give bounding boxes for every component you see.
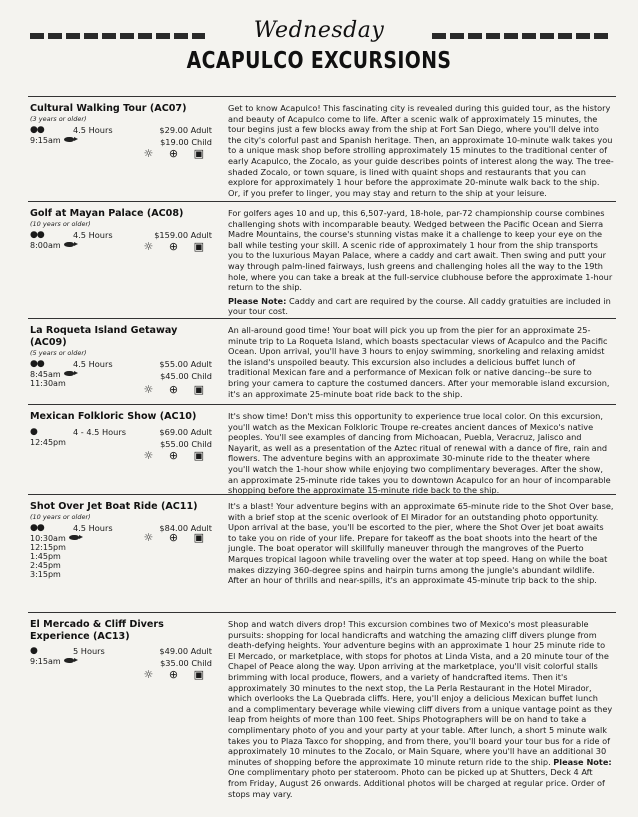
tour-name: El Mercado & Cliff Divers Experience (AC13): [30, 619, 164, 642]
price-adult: $159.00 Adult: [154, 230, 212, 240]
tour-name: Shot Over Jet Boat Ride (AC11): [30, 501, 198, 512]
tour-description: It's show time! Don't miss this opportunity to experience true local color. On this excursion, you'll watch as the Mexican Folkloric Troupe re-creates ancient dances of Mexico's native peoples. You'll see examples of dancing from Michoacan, Puebla, Veracruz, Jalisco and Nayarit, as well as a presentation of the Aztec ritual of renewal with a dance of fire, rain and flowers. The adventure begins with an approximate 30-minute ride to the theater where you'll watch the 1-hour show while enjoying two complimentary beverages. After the show, an approximate 25-minute ride takes you to downtown Acapulco for an hour of incomparable shopping before the approximate 15-minute ride back to the ship.: [228, 411, 611, 496]
amenity-icons: ☼ ⊕ ▣: [143, 449, 210, 462]
tour-time: 2:45pm: [30, 561, 61, 570]
activity-level-icon: ●: [30, 427, 37, 437]
price-child: $19.00 Child: [160, 137, 212, 147]
price-child: $45.00 Child: [160, 371, 212, 381]
page-title: ACAPULCO EXCURSIONS: [186, 48, 452, 74]
tour-time: 11:30am: [30, 379, 66, 388]
tour-info: [30, 325, 212, 396]
price-child: $35.00 Child: [160, 658, 212, 668]
tour-name: Golf at Mayan Palace (AC08): [30, 208, 184, 219]
tour-time: 8:00am: [30, 241, 61, 250]
amenity-icons: ☼ ⊕ ▣: [143, 383, 210, 396]
tour-time: 1:45pm: [30, 552, 61, 561]
activity-level-icon: ●: [30, 646, 37, 656]
fish-icon: [64, 371, 74, 376]
tour-description: For golfers ages 10 and up, this 6,507-yard, 18-hole, par-72 championship course combines challenging shots with incomparable beauty. Wedged between the Pacific Ocean and Sierra Madre Mountains, the course's stunning vistas make it a challenge to keep your eye on the ball while testing your skill. A scenic ride of approximately 1 hour from the ship transports you to the luxurious Mayan Palace, where a caddy and cart await. Then swing and putt your way through palm-lined fairways, lush greens and challenging holes all the way to the 19th hole, where you can take a break at the full-service clubhouse before the approximate 1-hour return to the ship. Please Note: Caddy and cart are required by the course. All caddy gratuities are included in your tour cost.: [228, 208, 613, 317]
fish-icon: [64, 137, 74, 142]
tour-info: [30, 208, 212, 253]
tour-age: (5 years or older): [30, 349, 87, 357]
tour-duration: 4.5 Hours: [73, 230, 113, 240]
tour-time: 8:45am: [30, 370, 61, 379]
tour-shot-over-jet-boat: [28, 494, 616, 607]
fish-icon: [64, 242, 74, 247]
tour-time: 12:45pm: [30, 438, 66, 447]
note-text: One complimentary photo per stateroom. Photo can be picked up at Shutters, Deck 4 Aft from Friday, August 26 onwards. Additional photos will be charged at regular price. Order of stops may vary.: [228, 767, 605, 799]
tour-info: [30, 501, 212, 582]
fish-icon: [64, 658, 74, 663]
activity-level-icon: ●●: [30, 523, 44, 533]
activity-level-icon: ●●: [30, 359, 44, 369]
price-adult: $49.00 Adult: [159, 646, 212, 656]
amenity-icons: ☼ ⊕ ▣: [143, 240, 210, 253]
tour-cultural-walking: [28, 96, 616, 196]
tour-name: Mexican Folkloric Show (AC10): [30, 411, 197, 422]
tour-duration: 4.5 Hours: [73, 359, 113, 369]
tour-folkloric-show: [28, 404, 616, 494]
tour-description: Get to know Acapulco! This fascinating city is revealed during this guided tour, as the history and beauty of Acapulco come to life. After a scenic walk of approximately 15 minutes, the tour begins just a few blocks away from the ship at Fort San Diego, where you'll delve into the city's colorful past and Spanish heritage. Then, an approximate 10-minute walk takes you to a unique mask shop before strolling approximately 15 minutes to the traditional center of early Acapulco, the Zocalo, as your guide describes points of interest along the way. The tree-shaded Zocalo, or town square, is lined with quaint shops and restaurants that you can explore for approximately 1 hour before the approximate 20-minute walk back to the ship. Or, if you prefer to linger, you may stay and return to the ship at your leisure.: [228, 103, 614, 198]
amenity-icons: ☼ ⊕ ▣: [143, 147, 210, 160]
tour-la-roqueta: [28, 318, 616, 403]
price-adult: $84.00 Adult: [159, 523, 212, 533]
note-label: Please Note:: [228, 295, 287, 306]
tour-duration: 4.5 Hours: [73, 523, 113, 533]
price-adult: $69.00 Adult: [159, 427, 212, 437]
amenity-icons: ☼ ⊕ ▣: [143, 668, 210, 681]
tour-description: An all-around good time! Your boat will pick you up from the pier for an approximate 25-minute trip to La Roqueta Island, which boasts spectacular views of Acapulco and the Pacific Ocean. Upon arrival, you'll have 3 hours to enjoy swimming, snorkeling and relaxing amidst the island's unspoiled beauty. This excursion also includes a delicious buffet lunch of traditional Mexican fare and a performance of Mexican folk or native dancing--be sure to bring your camera to capture the costumed dancers. After your memorable island excursion, it's an approximate 25-minute boat ride back to the ship.: [228, 325, 610, 399]
activity-level-icon: ●●: [30, 125, 44, 135]
tour-time: 3:15pm: [30, 570, 61, 579]
tour-time: 9:15am: [30, 657, 61, 666]
tour-info: [30, 103, 212, 160]
note-text: Caddy and cart are required by the course. All caddy gratuities are included in your tour cost.: [228, 295, 611, 317]
tour-time: 10:30am: [30, 534, 66, 543]
tour-el-mercado-cliff-divers: [28, 612, 616, 813]
price-adult: $55.00 Adult: [159, 359, 212, 369]
fish-icon: [69, 535, 79, 540]
tour-golf-mayan-palace: [28, 201, 616, 315]
day-title: Wednesday: [253, 18, 385, 43]
amenity-icons: ☼ ⊕ ▣: [143, 531, 210, 544]
tour-description: It's a blast! Your adventure begins with an approximate 65-minute ride to the Shot Over base, with a brief stop at the scenic overlook of El Mirador for an outstanding photo opportunity. Upon arrival at the base, you'll be escorted to the pier, where the Shot Over jet boat awaits to take you on ride of your life. Prepare for takeoff as the boat shoots into the heart of the jungle. The boat operator will skillfully maneuver through the mangroves of the Puerto Marques tropical lagoon while traveling over the water at top speed. Hang on while the boat makes dizzying 360-degree spins and hairpin turns among the jungle's abundant wildlife. After an hour of thrills and near-spills, it's an approximate 45-minute trip back to the ship.: [228, 501, 614, 586]
price-adult: $29.00 Adult: [159, 125, 212, 135]
tour-info: [30, 411, 212, 462]
tour-description: Shop and watch divers drop! This excursion combines two of Mexico's most pleasurable pursuits: shopping for local handicrafts and watching the amazing cliff divers plunge from death-defying heights. Your adventure begins with an approximate 1 hour 25 minute ride to El Mercado, or marketplace, with stops for photos at Linda Vista, and a 20 minute tour of the Chapel of Peace along the way. Upon arriving at the marketplace, you'll visit colorful stalls brimming with local produce, flowers, and a variety of handcrafted items. Then it's approximately 30 minutes to the next stop, the La Perla Restaurant in the Hotel Mirador, which overlooks the La Quebrada cliffs. Here, you'll enjoy a delicious Mexican buffet lunch and a complimentary beverage while viewing cliff divers from a unique vantage point as they leap from heights of more than 100 feet. Ships Photographers will be on hand to take a complimentary photo of you and your party at your table. After lunch, a short 5 minute walk takes you to Plaza Taxco for shopping, and from there, you'll board your tour bus for a ride of approximately 10 minutes to the Zocalo, or Main Square, where you'll have an additional 30 minutes of shopping before the approximate 10 minute return ride to the ship. Please Note: One complimentary photo per stateroom. Photo can be picked up at Shutters, Deck 4 Aft from Friday, August 26 onwards. Additional photos will be charged at regular price. Order of stops may vary.: [228, 619, 613, 799]
tour-age: (10 years or older): [30, 513, 91, 521]
tour-info: [30, 619, 212, 681]
tour-duration: 5 Hours: [73, 646, 105, 656]
tour-duration: 4.5 Hours: [73, 125, 113, 135]
tour-time: 12:15pm: [30, 543, 66, 552]
tour-name: Cultural Walking Tour (AC07): [30, 103, 187, 114]
page-header: [0, 0, 638, 92]
price-child: $55.00 Child: [160, 439, 212, 449]
tour-age: (10 years or older): [30, 220, 91, 228]
tour-time: 9:15am: [30, 136, 61, 145]
note-label: Please Note:: [553, 756, 612, 767]
tour-age: (3 years or older): [30, 115, 87, 123]
tour-name: La Roqueta Island Getaway (AC09): [30, 325, 178, 348]
activity-level-icon: ●●: [30, 230, 44, 240]
tour-duration: 4 - 4.5 Hours: [73, 427, 126, 437]
